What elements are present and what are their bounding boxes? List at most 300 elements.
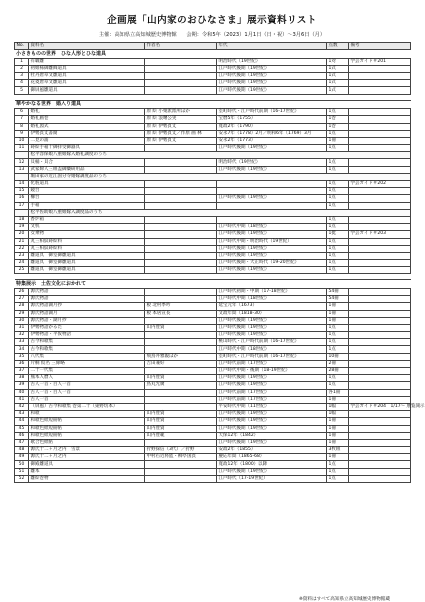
cell-no: 52 (15, 475, 29, 482)
cell-no: 31 (15, 324, 29, 331)
cell-count: 28冊 (327, 368, 349, 375)
cell-no: 6 (15, 109, 29, 116)
cell-count: 1点 (327, 181, 349, 188)
cell-name: 雛絵巻物 (29, 475, 145, 482)
cell-note (349, 432, 411, 439)
cell-no: 43 (15, 411, 29, 418)
cell-name: 古人一首・百人一首 (29, 382, 145, 389)
cell-count: 3枚組 (327, 447, 349, 454)
table-row (15, 202, 411, 209)
cell-date: 江戸時代後期（19世紀） (217, 80, 327, 87)
cell-date: 慶応年間（1865-68） (217, 454, 327, 461)
cell-no: 15 (15, 188, 29, 195)
cell-date: 桃山時代・江戸時代前期（16-17世紀） (217, 339, 327, 346)
footer-note: ※資料はすべて高知県立高知城歴史博物館蔵 (298, 597, 390, 602)
cell-author (145, 145, 217, 152)
cell-date: 江戸時代後期（19世紀） (217, 267, 327, 274)
table-row (15, 332, 411, 339)
cell-name: 雛道具 御室御雛道具 (29, 260, 145, 267)
cell-name: 婚礼画巻 (29, 116, 145, 123)
cell-date: 江戸時代後期（19世紀） (217, 145, 327, 152)
cell-name: 手箱 (29, 202, 145, 209)
cell-author (145, 181, 217, 188)
period-text: 会期：令和5年（2023）1月1日（日・祝）～3月6日（月） (186, 32, 326, 38)
cell-count: 1点 (327, 252, 349, 259)
cell-note (349, 73, 411, 80)
table-row (15, 166, 411, 173)
cell-author: 山内豊資 (145, 418, 217, 425)
cell-no: 5 (15, 87, 29, 94)
cell-name: 有職雛 (29, 58, 145, 65)
cell-no: 3 (15, 73, 29, 80)
cell-no: 34 (15, 346, 29, 353)
header-name: 資料名 (29, 43, 145, 50)
cell-note (349, 360, 411, 367)
cell-author (145, 332, 217, 339)
cell-date: 天保12年（1842） (217, 432, 327, 439)
cell-note (349, 202, 411, 209)
cell-name: 源氏物語 (29, 288, 145, 295)
cell-name: 花菱唐草文雛道具 (29, 80, 145, 87)
cell-note (349, 346, 411, 353)
cell-name: 女乗物 (29, 231, 145, 238)
cell-date: 江戸時代後期（19世紀） (217, 382, 327, 389)
cell-author (145, 339, 217, 346)
cell-date: 明治時代（19世紀） (217, 159, 327, 166)
cell-no: 22 (15, 245, 29, 252)
cell-author: 狩野探信（3代）／狩野 (145, 447, 217, 454)
cell-count: 1対 (327, 58, 349, 65)
cell-name: 丸三柏紋蒔絵料 (29, 238, 145, 245)
table-row (15, 73, 411, 80)
cell-no: 46 (15, 432, 29, 439)
table-row (15, 224, 411, 231)
cell-no: 30 (15, 317, 29, 324)
table-row (15, 245, 411, 252)
cell-author (145, 403, 217, 410)
cell-author: 山内豊資 (145, 324, 217, 331)
table-body (15, 50, 425, 483)
cell-no: 9 (15, 130, 29, 137)
cell-name: 熊本人麿人 (29, 375, 145, 382)
cell-note (349, 389, 411, 396)
cell-author (145, 475, 217, 482)
cell-date (217, 188, 327, 195)
cell-count: 10冊 (327, 353, 349, 360)
cell-name: 櫛台 (29, 195, 145, 202)
cell-date: 江戸時代初期・中期（17-18世紀） (217, 288, 327, 295)
cell-date: 江戸時代後期（19世紀） (217, 439, 327, 446)
cell-note: 学芸ガイド＃204 1/17～ 展覧開示 (350, 404, 425, 410)
cell-no (15, 152, 29, 159)
cell-no: 29 (15, 310, 29, 317)
cell-date: 室町時代・江戸時代前期（16-17世紀） (217, 109, 327, 116)
cell-note (349, 123, 411, 130)
cell-date: 江戸時代後期（19世紀） (217, 332, 327, 339)
cell-note (349, 425, 411, 432)
cell-date (217, 216, 327, 223)
cell-date: 江戸時代前期（17世紀） (217, 360, 327, 367)
cell-name: 歌合色紙帖 (29, 439, 145, 446)
cell-no: 45 (15, 425, 29, 432)
cell-name: 片桐 仮名 三條略 (29, 360, 145, 367)
cell-name: 古人一首・百人一首 (29, 389, 145, 396)
table-row (15, 353, 411, 360)
table-row (15, 310, 411, 317)
cell-author: 板 本居宣長 (145, 310, 217, 317)
cell-note (349, 303, 411, 310)
cell-date: 江戸時代中期（18世紀） (217, 224, 327, 231)
cell-note (349, 116, 411, 123)
cell-no: 20 (15, 231, 29, 238)
cell-name: 婚礼 (29, 109, 145, 116)
cell-note: 学芸ガイド＃201 (349, 58, 411, 65)
cell-date: 江戸時代後期（19世紀） (217, 245, 327, 252)
cell-author: 鳥丸光廣 (145, 382, 217, 389)
cell-no: 44 (15, 418, 29, 425)
cell-note (349, 145, 411, 152)
cell-author (145, 296, 217, 303)
cell-count: 1巻 (327, 116, 349, 123)
cell-author (145, 87, 217, 94)
cell-name: 和歌色紙短冊帖 (29, 432, 145, 439)
cell-author: 吉田兼好 (145, 360, 217, 367)
cell-date: 江戸時代後期・大正時代（19-20世紀） (217, 260, 327, 267)
cell-note (349, 216, 411, 223)
cell-author: 山内豊資 (145, 425, 217, 432)
cell-name: 和歌色紙短冊帖 (29, 418, 145, 425)
cell-no: 26 (15, 288, 29, 295)
cell-note: 学芸ガイド＃202 (349, 181, 411, 188)
cell-note (349, 87, 411, 94)
cell-no: 7 (15, 116, 29, 123)
cell-no: 41 (15, 396, 29, 403)
cell-name: 化粧道具 (29, 181, 145, 188)
cell-count: 1冊 (327, 439, 349, 446)
cell-count: 54冊 (327, 288, 349, 295)
cell-name: 蒔絵手箱十御拝受御器具 (29, 145, 145, 152)
cell-no: 28 (15, 303, 29, 310)
cell-author (145, 231, 217, 238)
cell-author (145, 188, 217, 195)
subgroup-row (15, 152, 411, 159)
cell-note (349, 238, 411, 245)
cell-no: 39 (15, 382, 29, 389)
cell-name: 八代集 (29, 353, 145, 360)
table-row (15, 403, 411, 410)
cell-name: 和歌 (29, 411, 145, 418)
header-note: 備考 (349, 43, 411, 50)
cell-note (349, 468, 411, 475)
cell-name: 伊勢物語・平仮物語 (29, 332, 145, 339)
cell-date: 安永7年（1778）2月／明和6年（1769）3月 (217, 130, 327, 137)
cell-count: 1点 (327, 267, 349, 274)
cell-note (349, 80, 411, 87)
cell-no: 24 (15, 260, 29, 267)
cell-name: 初姫様御雛飾道具 (29, 65, 145, 72)
table-row (15, 468, 411, 475)
cell-author: 飛鳥井雅親ほか (145, 353, 217, 360)
cell-date: 江戸時代（17-19世紀） (217, 475, 327, 482)
cell-no: 42 (15, 403, 29, 410)
cell-count: 1点 (327, 130, 349, 137)
cell-name: 源氏物語 (29, 296, 145, 303)
table-row (15, 389, 411, 396)
cell-date (217, 202, 327, 209)
table-row (15, 65, 411, 72)
exhibit-list-table (14, 42, 425, 483)
cell-name: 二十一代集 (29, 368, 145, 375)
cell-date: 江戸時代後期（19世紀） (217, 418, 327, 425)
cell-no: 40 (15, 389, 29, 396)
subgroup-row (15, 209, 411, 216)
cell-no: 11 (15, 145, 29, 152)
cell-author: 原 絵 浪曙公実 (145, 116, 217, 123)
cell-date: 江戸時代後期（19世紀） (217, 87, 327, 94)
cell-date: 江戸時代後期（19世紀） (217, 252, 327, 259)
cell-date: 江戸時代後期（19世紀） (217, 375, 327, 382)
cell-note (349, 188, 411, 195)
cell-count: 1点 (327, 224, 349, 231)
table-row (15, 231, 411, 238)
cell-count: 1点 (327, 375, 349, 382)
cell-author (145, 73, 217, 80)
cell-no: 12 (15, 159, 29, 166)
cell-author: 原 絵 伊勢貞丈 (145, 137, 217, 144)
cell-author (145, 159, 217, 166)
cell-name: 源氏物語湖月抄 (29, 303, 145, 310)
table-row (15, 195, 411, 202)
cell-name: 雛道具 御室御雛道具 (29, 252, 145, 259)
cell-count: 1式 (327, 65, 349, 72)
cell-author (145, 260, 217, 267)
cell-date: 江戸時代後期（19世紀） (217, 425, 327, 432)
cell-count: 1点 (327, 145, 349, 152)
cell-no: 50 (15, 461, 29, 468)
cell-no: 21 (15, 238, 29, 245)
cell-date: 江戸時代後期（19世紀） (217, 468, 327, 475)
cell-date: 寛政2年（1790） (217, 123, 327, 130)
cell-no: 47 (15, 439, 29, 446)
cell-name: 源氏物語湖月 (29, 310, 145, 317)
cell-no: 17 (15, 202, 29, 209)
cell-no (15, 173, 29, 180)
table-row (15, 109, 411, 116)
cell-author (145, 396, 217, 403)
table-row (15, 339, 411, 346)
table-row (15, 116, 411, 123)
cell-no: 51 (15, 468, 29, 475)
cell-author (145, 468, 217, 475)
cell-name: 武家婦人三組盃御藥研用品 (29, 166, 145, 173)
cell-date: 江戸時代後期（19世紀） (217, 231, 327, 238)
cell-no: 13 (15, 166, 29, 173)
cell-count: 1巻 (327, 123, 349, 130)
cell-count: 1点 (327, 475, 349, 482)
cell-count: 1点 (327, 238, 349, 245)
cell-no: 33 (15, 339, 29, 346)
cell-count: 1式 (327, 80, 349, 87)
table-row (15, 260, 411, 267)
table-row (15, 368, 411, 375)
cell-count: 1冊 (327, 303, 349, 310)
cell-note (349, 332, 411, 339)
cell-note (349, 418, 411, 425)
cell-date: 江戸時代後期（19世紀） (217, 73, 327, 80)
cell-no: 35 (15, 353, 29, 360)
cell-no: 27 (15, 296, 29, 303)
cell-note (349, 339, 411, 346)
cell-author (145, 439, 217, 446)
cell-name: 松平容保娘八重姫嫁入婚礼調度のうち (29, 152, 411, 159)
cell-author (145, 288, 217, 295)
cell-date: 江戸時代中期（18世紀） (217, 346, 327, 353)
cell-name: 鏡台 (29, 188, 145, 195)
cell-note (349, 245, 411, 252)
cell-no: 38 (15, 375, 29, 382)
cell-date: 江戸時代前期（17世紀） (217, 396, 327, 403)
cell-date: 寛政12年（1800）以降 (217, 461, 327, 468)
cell-name: 牡丹唐草文雛道具 (29, 73, 145, 80)
cell-count: 1点 (327, 188, 349, 195)
cell-count: 1冊 (327, 425, 349, 432)
document-subtitle (14, 31, 410, 40)
cell-count: 1点 (327, 461, 349, 468)
cell-note (349, 382, 411, 389)
cell-note (349, 260, 411, 267)
cell-no: 1 (15, 58, 29, 65)
cell-note (349, 317, 411, 324)
cell-no (15, 209, 29, 216)
cell-date: 江戸時代後期（19世紀） (217, 324, 327, 331)
document-page (14, 14, 425, 602)
cell-date: 江戸時代後期（19世紀） (217, 317, 327, 324)
cell-author: 原 絵 伊勢貞丈／作原 画 林 (145, 130, 217, 137)
cell-count: 1点 (327, 260, 349, 267)
cell-author: 板 北村季吟 (145, 303, 217, 310)
table-row (15, 346, 411, 353)
cell-date: 江戸時代後期（19世紀） (217, 411, 327, 418)
cell-author (145, 252, 217, 259)
cell-note (349, 159, 411, 166)
section-heading-row (15, 100, 411, 109)
cell-author (145, 245, 217, 252)
cell-note (349, 353, 411, 360)
table-row (15, 87, 411, 94)
cell-name: 伊勢貞丈書簡 (29, 130, 145, 137)
cell-count: 1冊 (327, 418, 349, 425)
header-author: 作者名 (145, 43, 217, 50)
cell-note (349, 310, 411, 317)
cell-count: 2冊 (327, 360, 349, 367)
cell-author (145, 346, 217, 353)
cell-count: 1式 (327, 87, 349, 94)
cell-count: 各1冊 (327, 389, 349, 396)
cell-author: 山内豊資 (145, 375, 217, 382)
cell-note (349, 137, 411, 144)
cell-count: 1挺 (327, 231, 349, 238)
cell-count: 1点 (327, 216, 349, 223)
cell-no: 19 (15, 224, 29, 231)
cell-note (349, 454, 411, 461)
cell-author (145, 58, 217, 65)
cell-name: 源氏十二ヶ月之内 (29, 454, 145, 461)
table-row (15, 123, 411, 130)
table-row (15, 454, 411, 461)
cell-note (349, 288, 411, 295)
cell-note (349, 224, 411, 231)
cell-count: 1冊 (327, 317, 349, 324)
cell-note (349, 130, 411, 137)
cell-author (145, 389, 217, 396)
cell-count: 1幅 (327, 411, 349, 418)
table-row (15, 439, 411, 446)
cell-count: 1点 (327, 245, 349, 252)
table-row (15, 360, 411, 367)
cell-note (349, 447, 411, 454)
cell-author (145, 224, 217, 231)
cell-note (349, 324, 411, 331)
cell-note (349, 65, 411, 72)
table-row (15, 80, 411, 87)
cell-author: 原 絵 伊勢貞丈 (145, 123, 217, 130)
table-row (15, 267, 411, 274)
cell-count: 1冊 (327, 137, 349, 144)
cell-note (349, 296, 411, 303)
cell-note (349, 396, 411, 403)
cell-date: 宝暦5年（1755） (217, 116, 327, 123)
cell-no: 25 (15, 267, 29, 274)
cell-date: 江戸時代後期（19世紀） (217, 195, 327, 202)
cell-date: 安永2年（1773） (217, 137, 327, 144)
cell-name: 古今和歌集 (29, 339, 145, 346)
cell-count: 1点 (327, 339, 349, 346)
cell-name: （屏風）古今和歌集 巻第二十（東野切本） (29, 403, 145, 410)
cell-date: 江戸時代前期（17世紀） (217, 389, 327, 396)
cell-name: 雛本 (29, 468, 145, 475)
cell-date: 明治時代（19世紀） (217, 58, 327, 65)
cell-date: 江戸時代中期・明治時代（19世紀） (217, 238, 327, 245)
cell-no: 37 (15, 368, 29, 375)
section-title: 小さきものの世界 ひな人形とひな道具 (15, 50, 411, 59)
cell-no: 16 (15, 195, 29, 202)
cell-name: 源氏物語・湖月抄 (29, 317, 145, 324)
table-header-row (15, 43, 411, 50)
document-title: 企画展「山内家のおひなさま」展示資料リスト (107, 15, 317, 26)
subgroup-row (15, 173, 411, 180)
cell-count: 1式 (327, 73, 349, 80)
header-count: 点数 (327, 43, 349, 50)
cell-author: 中村右近将監・柳亭国貞 (145, 454, 217, 461)
cell-name: 古人一首 (29, 396, 145, 403)
cell-count: 1点 (327, 195, 349, 202)
cell-note: 学芸ガイド＃203 (349, 231, 411, 238)
cell-author: 山内豊資 (145, 411, 217, 418)
cell-date (217, 181, 327, 188)
cell-name: 松平佐助娘八重姫嫁入調度品のうち (29, 209, 411, 216)
cell-count: 1点 (327, 346, 349, 353)
table-row (15, 130, 411, 137)
cell-date: 江戸時代中期（18世紀） (217, 296, 327, 303)
table-row (15, 181, 411, 188)
cell-author (145, 166, 217, 173)
cell-note (349, 109, 411, 116)
table-row (15, 432, 411, 439)
cell-name: 婚礼図式 (29, 123, 145, 130)
cell-no: 32 (15, 332, 29, 339)
organizer-text: 主催：高知県立高知城歴史博物館 (98, 32, 177, 38)
table-row (15, 137, 411, 144)
